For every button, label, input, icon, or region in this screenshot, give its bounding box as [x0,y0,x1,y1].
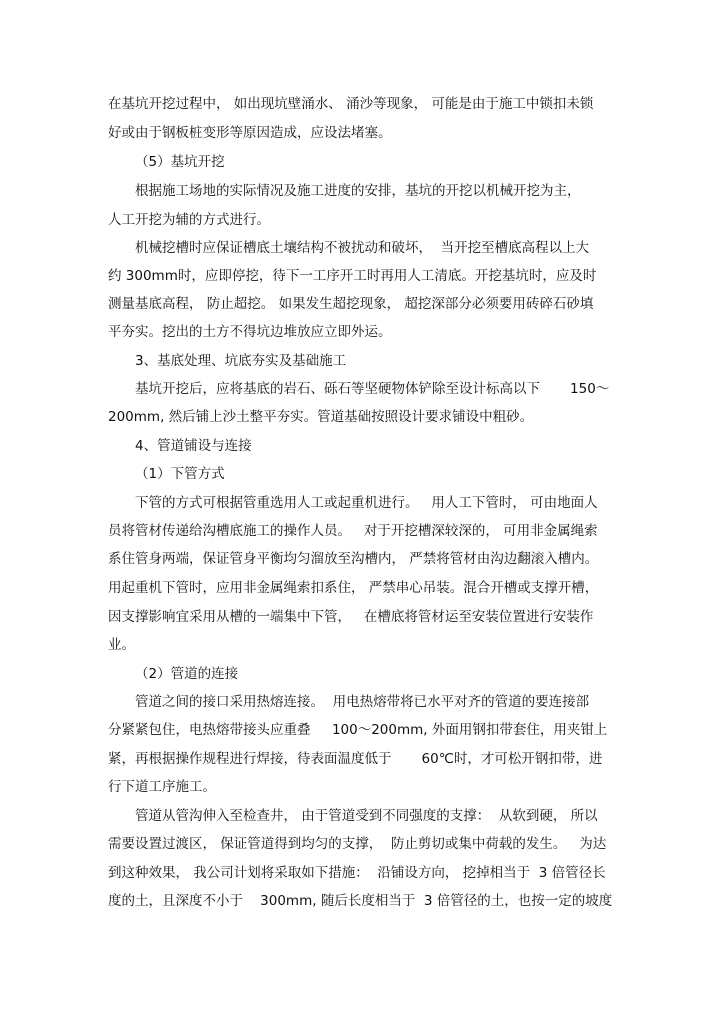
section-heading: 3、基底处理、坑底夯实及基础施工 [135,353,347,369]
text-line: 管道从管沟伸入至检查井， 由于管道受到不同强度的支撑： 从软到硬， 所以 [135,808,598,824]
text-line: 好或由于钢板桩变形等原因造成，应设法堵塞。 [108,125,392,141]
section-heading: （2）管道的连接 [135,666,239,682]
text-line: 度的土，且深度不小于 300mm, 随后长度相当于 3 倍管径的土，也按一定的坡度 [108,893,613,909]
text-line: 下管的方式可根据管重选用人工或起重机进行。 用人工下管时， 可由地面人 [135,495,598,511]
text-line: 紧，再根据操作规程进行焊接，待表面温度低于 60℃时，才可松开钢扣带，进 [108,751,603,767]
text-line: 机械挖槽时应保证槽底土壤结构不被扰动和破坏， 当开挖至槽底高程以上大 [135,240,590,256]
text-line: 需要设置过渡区， 保证管道得到均匀的支撑， 防止剪切或集中荷载的发生。 为达 [108,836,607,852]
text-line: 200mm, 然后铺上沙土整平夯实。管道基础按照设计要求铺设中粗砂。 [108,409,534,425]
text-line: 根据施工场地的实际情况及施工进度的安排，基坑的开挖以机械开挖为主， [135,183,581,199]
text-line: 业。 [108,637,135,653]
text-line: 人工开挖为辅的方式进行。 [108,212,270,228]
section-heading: （5）基坑开挖 [135,154,225,170]
section-heading: （1）下管方式 [135,466,225,482]
text-line: 基坑开挖后，应将基底的岩石、砾石等坚硬物体铲除至设计标高以下 150～ [135,381,610,397]
text-line: 行下道工序施工。 [108,779,216,795]
text-line: 到这种效果， 我公司计划将采取如下措施： 沿铺设方向， 挖掉相当于 3 倍管径长 [108,865,606,881]
section-heading: 4、管道铺设与连接 [135,438,252,454]
text-line: 员将管材传递给沟槽底施工的操作人员。 对于开挖槽深较深的， 可用非金属绳索 [108,523,598,539]
text-line: 用起重机下管时，应用非金属绳索扣系住， 严禁串心吊装。混合开槽或支撑开槽， [108,580,599,596]
text-line: 约 300mm时，应即停挖，待下一工序开工时再用人工清底。开挖基坑时，应及时 [108,268,597,284]
text-line: 平夯实。挖出的土方不得坑边堆放应立即外运。 [108,324,392,340]
text-line: 因支撑影响宜采用从槽的一端集中下管， 在槽底将管材运至安装位置进行安装作 [108,609,594,625]
text-line: 测量基底高程， 防止超挖。 如果发生超挖现象， 超挖深部分必须要用砖碎石砂填 [108,296,594,312]
text-line: 系住管身两端，保证管身平衡均匀溜放至沟槽内， 严禁将管材由沟边翻滚入槽内。 [108,551,599,567]
text-line: 管道之间的接口采用热熔连接。 用电热熔带将已水平对齐的管道的要连接部 [135,694,590,710]
text-line: 在基坑开挖过程中， 如出现坑壁涌水、 涌沙等现象， 可能是由于施工中锁扣未锁 [108,96,594,112]
text-line: 分紧紧包住，电热熔带接头应重叠 100～200mm, 外面用钢扣带套住，用夹钳上 [108,722,608,738]
